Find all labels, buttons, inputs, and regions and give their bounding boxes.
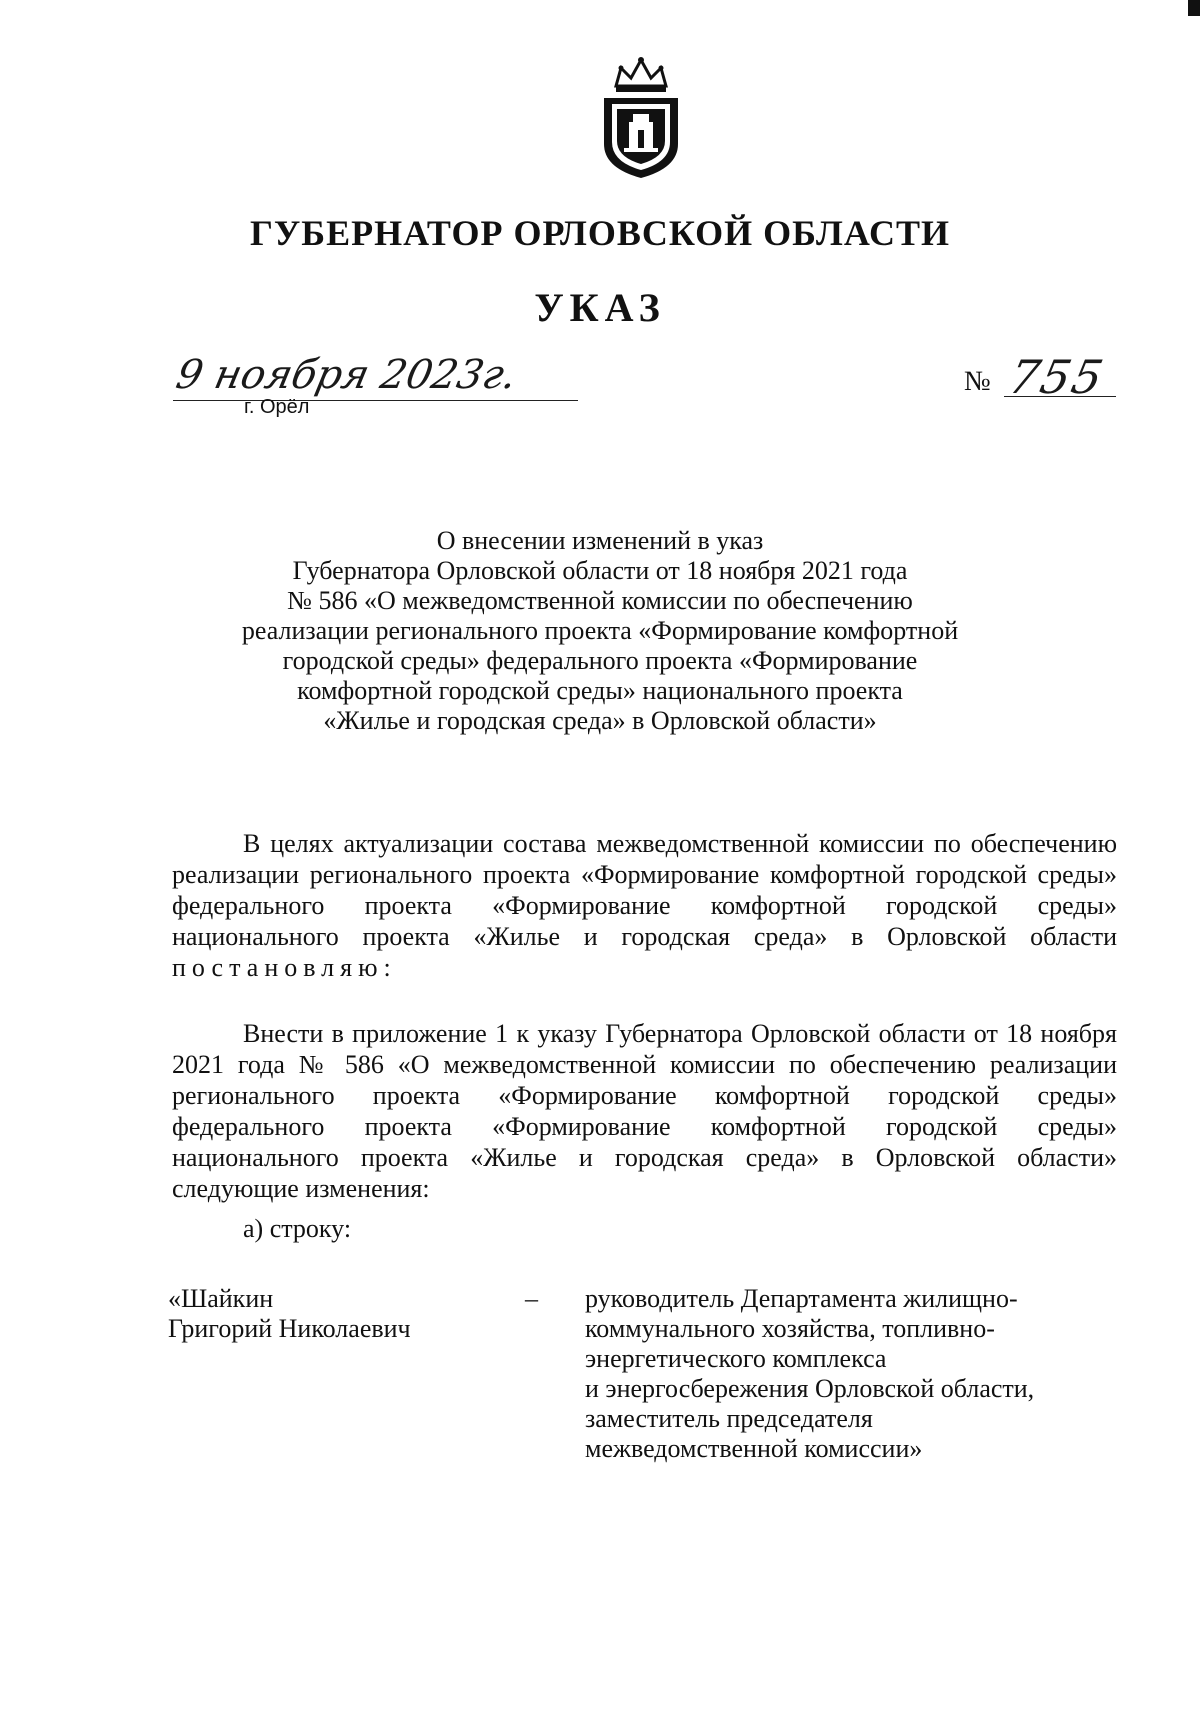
member-position-line: заместитель председателя (585, 1404, 873, 1433)
member-position-line: руководитель Департамента жилищно- (585, 1284, 1018, 1313)
handwritten-number: 755 (1004, 350, 1110, 404)
subject-line: Губернатора Орловской области от 18 ноября 2021 года (292, 556, 908, 585)
member-position-line: межведомственной комиссии» (585, 1434, 923, 1463)
subject-line: реализации регионального проекта «Формирование комфортной (241, 616, 959, 645)
amendment-paragraph: Внести в приложение 1 к указу Губернатора Орловской области от 18 ноября 2021 года № 586 «О межведомственной комиссии по обеспечению реализации регионального проекта «Формирование комфортной городской среды» федерального проекта «Формирование комфортной городской среды» национального проекта «Жилье и городская среда» в Орловской области» следующие изменения: (172, 1019, 1117, 1203)
subject-line: «Жилье и городская среда» в Орловской области» (323, 706, 877, 735)
member-position-line: и энергосбережения Орловской области, (585, 1374, 1035, 1403)
member-position-line: коммунального хозяйства, топливно- (585, 1314, 995, 1343)
handwritten-date: 9 ноября 2023г. (172, 352, 521, 398)
member-position-line: энергетического комплекса (585, 1344, 887, 1373)
date-underline (173, 400, 578, 401)
number-label: № (964, 366, 991, 397)
preamble-colon: : (383, 953, 391, 982)
subject-line: комфортной городской среды» национального проекта (297, 676, 903, 705)
subject-line: городской среды» федерального проекта «Формирование (282, 646, 918, 675)
subject-line: О внесении изменений в указ (436, 526, 764, 555)
subject-line: № 586 «О межведомственной комиссии по обеспечению (287, 586, 913, 615)
document-type: УКАЗ (534, 285, 666, 330)
member-surname: «Шайкин (168, 1284, 274, 1313)
date-field (165, 352, 521, 412)
item-a-label: а) строку: (243, 1214, 352, 1243)
member-position (585, 1284, 1125, 1464)
subject-title (200, 526, 1000, 736)
member-given-names: Григорий Николаевич (168, 1314, 411, 1343)
city-label: г. Орёл (244, 396, 310, 418)
preamble-paragraph (172, 828, 1117, 983)
number-underline (1004, 396, 1116, 397)
scan-corner-mark (1188, 0, 1200, 16)
member-name (168, 1284, 488, 1344)
preamble-text: В целях актуализации состава межведомственной комиссии по обеспечению реализации регионального проекта «Формирование комфортной городской среды» федерального проекта «Формирование комфортной городской среды» национального проекта «Жилье и городская среда» в Орловской области (172, 829, 1117, 951)
decree-word: постановляю (172, 953, 384, 982)
authority-title: ГУБЕРНАТОР ОРЛОВСКОЙ ОБЛАСТИ (249, 213, 951, 253)
coat-of-arms-icon (596, 56, 686, 182)
member-dash: – (525, 1284, 538, 1313)
